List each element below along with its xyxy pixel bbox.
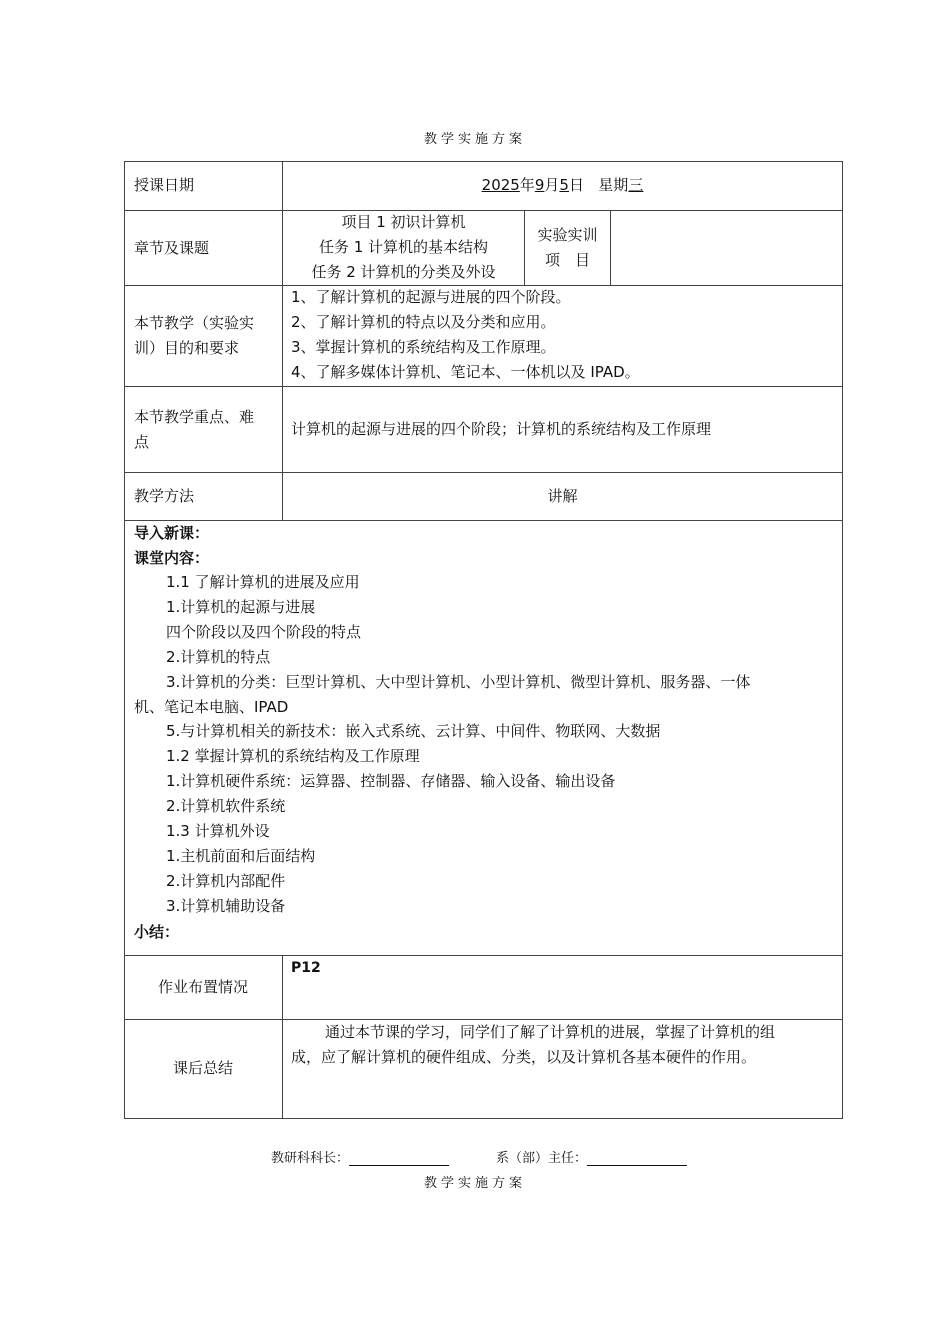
content-item: 四个阶段以及四个阶段的特点 — [166, 623, 362, 641]
keypoints-label-line: 点 — [134, 433, 150, 451]
year-suffix: 年 — [519, 176, 535, 194]
goals-list — [291, 285, 640, 385]
content-item: 1.计算机硬件系统：运算器、控制器、存储器、输入设备、输出设备 — [166, 772, 616, 790]
content-item: 1.计算机的起源与进展 — [166, 598, 316, 616]
year-value: 2025 — [481, 176, 520, 194]
content-item: 2.计算机内部配件 — [166, 872, 286, 890]
goals-label-line: 训）目的和要求 — [134, 339, 240, 357]
lab-label-line: 实验实训 — [537, 226, 598, 244]
head-signature — [271, 1147, 449, 1166]
lab-label-line: 项 目 — [544, 251, 590, 269]
content-item: 机、笔记本电脑、IPAD — [134, 698, 289, 716]
date-label: 授课日期 — [134, 176, 195, 194]
dept-signature-line[interactable] — [587, 1151, 687, 1166]
day-value: 5 — [559, 176, 569, 194]
goal-item: 3、掌握计算机的系统结构及工作原理。 — [291, 338, 556, 356]
content-item: 3.计算机的分类：巨型计算机、大中型计算机、小型计算机、微型计算机、服务器、一体 — [166, 673, 751, 691]
chapter-topic-line: 项目 1 初识计算机 — [341, 213, 466, 231]
head-signature-label: 教研科科长： — [271, 1151, 350, 1166]
goals-label — [134, 311, 279, 361]
day-suffix: 日 — [568, 176, 584, 194]
keypoints-label-line: 本节教学重点、难 — [134, 408, 255, 426]
month-suffix: 月 — [544, 176, 560, 194]
method-label: 教学方法 — [134, 487, 195, 505]
head-signature-line[interactable] — [349, 1151, 449, 1166]
intro-heading: 导入新课： — [134, 524, 210, 542]
content-item: 2.计算机的特点 — [166, 648, 271, 666]
dept-signature-label: 系（部）主任： — [496, 1151, 588, 1166]
reflection-line: 通过本节课的学习，同学们了解了计算机的进展，掌握了计算机的组 — [325, 1023, 776, 1041]
content-item: 1.1 了解计算机的进展及应用 — [166, 573, 360, 591]
date-value — [283, 173, 842, 198]
goal-item: 1、了解计算机的起源与进展的四个阶段。 — [291, 288, 571, 306]
page-header-title: 教学实施方案 — [423, 132, 526, 147]
lab-project-label — [525, 223, 610, 273]
dept-signature — [496, 1147, 687, 1166]
keypoints-value: 计算机的起源与进展的四个阶段；计算机的系统结构及工作原理 — [291, 420, 712, 438]
homework-value: P12 — [291, 960, 321, 976]
chapter-topics — [283, 210, 524, 285]
keypoints-label — [134, 405, 279, 455]
goals-label-line: 本节教学（实验实 — [134, 314, 255, 332]
summary-heading: 小结： — [134, 923, 180, 941]
class-content-heading: 课堂内容： — [134, 549, 210, 567]
month-value: 9 — [534, 176, 545, 194]
reflection-line: 成，应了解计算机的硬件组成、分类，以及计算机各基本硬件的作用。 — [291, 1048, 757, 1066]
chapter-topic-line: 任务 1 计算机的基本结构 — [318, 238, 489, 256]
content-item: 5.与计算机相关的新技术：嵌入式系统、云计算、中间件、物联网、大数据 — [166, 722, 661, 740]
goal-item: 2、了解计算机的特点以及分类和应用。 — [291, 313, 556, 331]
content-item: 3.计算机辅助设备 — [166, 897, 286, 915]
method-value: 讲解 — [547, 487, 578, 505]
content-item: 1.2 掌握计算机的系统结构及工作原理 — [166, 747, 420, 765]
goal-item: 4、了解多媒体计算机、笔记本、一体机以及 IPAD。 — [291, 363, 640, 381]
page-footer-title: 教学实施方案 — [423, 1176, 526, 1191]
content-item: 1.主机前面和后面结构 — [166, 847, 316, 865]
content-item: 2.计算机软件系统 — [166, 797, 286, 815]
homework-label: 作业布置情况 — [157, 978, 248, 996]
weekday-label: 星期 — [598, 176, 629, 194]
reflection-label: 课后总结 — [172, 1059, 233, 1077]
content-item: 1.3 计算机外设 — [166, 822, 270, 840]
chapter-label: 章节及课题 — [134, 239, 210, 257]
chapter-topic-line: 任务 2 计算机的分类及外设 — [311, 263, 496, 281]
weekday-value: 三 — [628, 176, 644, 194]
